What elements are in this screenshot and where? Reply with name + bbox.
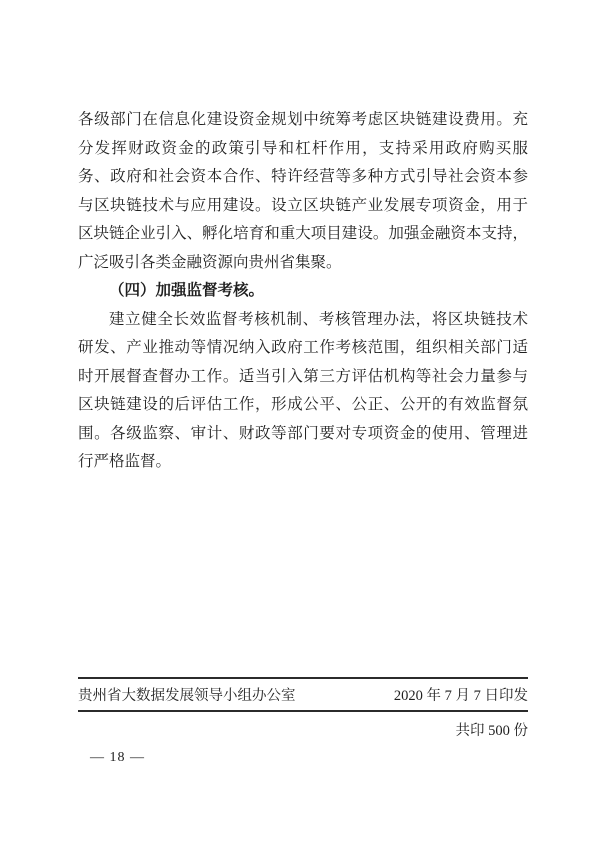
paragraph-1-line: 与区块链技术与应用建设。设立区块链产业发展专项资金，用于: [78, 196, 528, 214]
paragraph-1-line: 各级部门在信息化建设资金规划中统筹考虑区块链建设费用。充: [78, 111, 528, 128]
print-copies-label: 共印 500 份: [455, 723, 528, 739]
paragraph-2-line: 区块链建设的后评估工作，形成公平、公正、公开的有效监督氛: [78, 396, 528, 413]
paragraph-2-line: 时开展督查督办工作。适当引入第三方评估机构等社会力量参与: [78, 367, 528, 385]
section-heading: （四）加强监督考核。: [109, 282, 265, 299]
paragraph-1-line: 广泛吸引各类金融资源向贵州省集聚。: [78, 253, 342, 271]
print-date-label: 2020 年 7 月 7 日印发: [393, 687, 528, 704]
issuing-office-label: 贵州省大数据发展领导小组办公室: [78, 687, 296, 704]
paragraph-1-line: 务、政府和社会资本合作、特许经营等多种方式引导社会资本参: [78, 168, 528, 185]
paragraph-2-line: 建立健全长效监督考核机制、考核管理办法，将区块链技术: [109, 310, 528, 328]
paragraph-1-line: 分发挥财政资金的政策引导和杠杆作用，支持采用政府购买服: [78, 139, 528, 157]
paragraph-2-line: 围。各级监察、审计、财政等部门要对专项资金的使用、管理进: [78, 424, 528, 442]
paragraph-2-line: 行严格监督。: [78, 453, 172, 470]
footer-print-row: [78, 678, 528, 710]
document-body: [78, 106, 528, 477]
paragraph-1-line: 区块链企业引入、孵化培育和重大项目建设。加强金融资本支持，: [78, 225, 528, 242]
page-number: — 18 —: [90, 750, 145, 765]
paragraph-2-line: 研发、产业推动等情况纳入政府工作考核范围，组织相关部门适: [78, 339, 528, 356]
footer-rule-bottom: [78, 710, 528, 712]
